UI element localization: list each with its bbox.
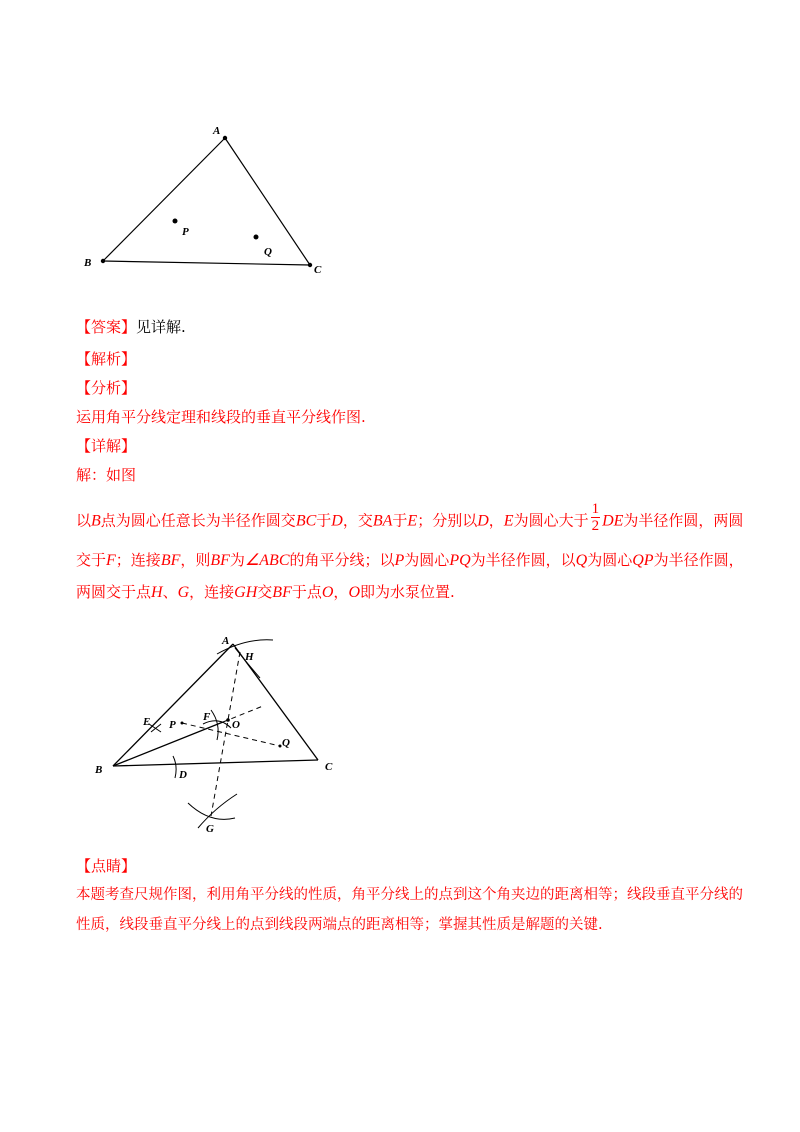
detail-intro: 解：如图: [76, 466, 137, 484]
point-p: [173, 219, 178, 224]
dashed-segment-pq: [182, 723, 280, 746]
dianjing-line-1: 本题考查尺规作图，利用角平分线的性质，角平分线上的点到这个角夹边的距离相等；线段垂直平分线的: [76, 887, 743, 903]
dashed-line-gh: [211, 652, 240, 816]
figure-construction: [85, 628, 355, 838]
label-e: E: [143, 716, 151, 728]
text-run: ，: [333, 583, 349, 601]
math-var: Q: [575, 552, 588, 569]
math-var: O: [321, 584, 334, 601]
dianjing-line-2: 性质，线段垂直平分线上的点到线段两端点的距离相等；掌握其性质是解题的关键.: [76, 917, 603, 933]
math-var: DE: [602, 512, 624, 530]
point-o: [226, 718, 230, 722]
text-run: ，连接: [189, 583, 235, 601]
text-run: 为半径作圆，: [653, 551, 744, 569]
label-q: Q: [264, 246, 272, 258]
label-d: D: [179, 769, 187, 781]
text-run: 即为水泵位置.: [360, 583, 455, 601]
label-q: Q: [282, 737, 290, 749]
label-c: C: [314, 264, 322, 276]
label-p: P: [169, 719, 176, 731]
label-f: F: [203, 711, 211, 723]
text-run: 的角平分线；以: [289, 551, 395, 569]
math-var: P: [394, 552, 405, 569]
math-var: ∠ABC: [244, 552, 290, 569]
figure-triangle-abc: [70, 110, 350, 290]
answer-tag: 【答案】: [76, 318, 137, 336]
math-var: E: [503, 512, 514, 530]
text-run: 于: [392, 511, 408, 530]
math-var: B: [91, 512, 101, 530]
arc-near-g-2: [198, 794, 237, 828]
segment-ab: [113, 644, 233, 766]
math-var: BA: [372, 512, 393, 530]
math-var: O: [348, 584, 360, 601]
text-run: 为圆心: [587, 551, 633, 569]
text-run: ；分别以: [417, 511, 478, 530]
math-var: F: [106, 552, 116, 569]
fraction-numerator: 1: [591, 501, 600, 517]
detail-line-2: [76, 549, 744, 572]
label-a: A: [222, 635, 230, 647]
text-run: ，: [488, 511, 504, 530]
answer-line: [76, 316, 186, 338]
text-run: 于: [316, 511, 332, 530]
segment-bf: [113, 722, 223, 766]
text-run: 、: [162, 583, 178, 601]
label-c: C: [325, 761, 333, 773]
math-var: PQ: [449, 552, 471, 569]
text-run: ；连接: [115, 551, 161, 569]
math-var: E: [407, 512, 418, 530]
arc-at-d: [173, 756, 176, 778]
label-a: A: [213, 125, 221, 137]
segment-bc: [103, 261, 310, 265]
text-run: 为半径作圆，以: [470, 551, 576, 569]
text-run: 以: [76, 511, 92, 530]
label-p: P: [182, 226, 189, 238]
label-h: H: [245, 651, 254, 663]
math-var: H: [151, 584, 163, 601]
math-var: BC: [295, 512, 317, 530]
math-var: D: [331, 512, 343, 530]
label-b: B: [84, 257, 92, 269]
label-b: B: [95, 764, 103, 776]
text-run: 点为圆心任意长为半径作圆交: [100, 511, 296, 530]
text-run: 为圆心: [404, 551, 450, 569]
dianjing-tag: 【点睛】: [76, 857, 137, 875]
detail-line-3: [76, 581, 455, 604]
text-run: 为圆心大于: [513, 511, 589, 530]
detail-line-1: [76, 501, 744, 538]
answer-text: 见详解.: [136, 318, 186, 336]
text-run: 为半径作圆，两圆: [623, 511, 744, 530]
point-a: [223, 136, 227, 140]
text-run: 交: [257, 583, 273, 601]
math-var: D: [477, 512, 489, 530]
point-b: [101, 259, 105, 263]
text-run: 于点: [291, 583, 322, 601]
triangle-abc: [103, 138, 310, 265]
math-var: QP: [632, 552, 654, 569]
point-q: [254, 235, 259, 240]
text-run: ，交: [342, 511, 373, 530]
fraction-one-half: [591, 501, 601, 534]
segment-ab: [103, 138, 225, 261]
math-var: GH: [234, 584, 258, 601]
math-var: BF: [160, 552, 181, 569]
text-run: 交于: [76, 551, 107, 569]
math-var: BF: [272, 584, 292, 601]
math-var: G: [177, 584, 190, 601]
arc-near-g-1: [188, 803, 235, 819]
point-p: [181, 722, 184, 725]
point-c: [308, 263, 312, 267]
fenxi-tag: 【分析】: [76, 379, 137, 397]
label-g: G: [206, 823, 214, 835]
analysis-tag: 【解析】: [76, 350, 137, 368]
label-o: O: [232, 719, 240, 731]
fraction-denominator: 2: [591, 518, 600, 534]
text-run: 两圆交于点: [76, 583, 152, 601]
text-run: 为: [229, 551, 245, 569]
fenxi-text: 运用角平分线定理和线段的垂直平分线作图.: [76, 408, 366, 426]
text-run: ，则: [180, 551, 211, 569]
segment-bc: [113, 760, 318, 766]
math-var: BF: [210, 552, 230, 569]
detail-tag: 【详解】: [76, 437, 137, 455]
